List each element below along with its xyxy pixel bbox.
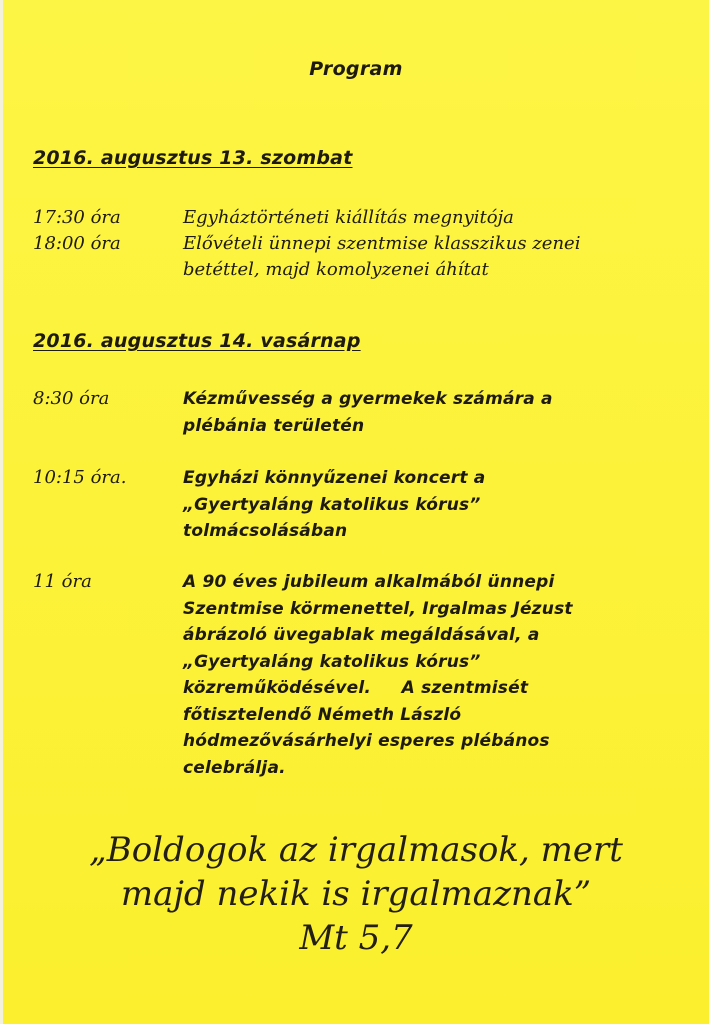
- event-description-line: közreműködésével. A szentmisét: [183, 678, 529, 698]
- event-description-line: „Gyertyaláng katolikus kórus”: [183, 651, 481, 672]
- event-description: [183, 569, 663, 781]
- event-time: 11 óra: [33, 571, 92, 592]
- event-description-line: A 90 éves jubileum alkalmából ünnepi: [183, 572, 555, 592]
- event-description-line: betéttel, majd komolyzenei áhítat: [183, 259, 489, 280]
- quote-line: „Boldogok az irgalmasok, mert: [89, 830, 623, 870]
- page-title: Program: [309, 58, 403, 80]
- event-description-line: Elővételi ünnepi szentmise klasszikus zenei: [183, 233, 581, 254]
- event-description-line: főtisztelendő Németh László: [183, 704, 462, 725]
- event-time: 8:30 óra: [33, 388, 110, 409]
- event-description-line: celebrálja.: [183, 757, 286, 778]
- event-description-line: tolmácsolásában: [183, 521, 348, 541]
- event-description-line: „Gyertyaláng katolikus kórus”: [183, 494, 481, 515]
- event-description-line: Kézművesség a gyermekek számára a: [183, 389, 553, 409]
- event-time: 10:15 óra.: [33, 467, 127, 488]
- event-description-line: plébánia területén: [183, 415, 365, 436]
- quote-line: majd nekik is irgalmaznak”: [120, 874, 592, 914]
- event-description: [183, 465, 663, 545]
- event-description-line: ábrázoló üvegablak megáldásával, a: [183, 625, 540, 645]
- event-description: [183, 231, 663, 283]
- day-heading-saturday: 2016. augusztus 13. szombat: [33, 147, 353, 169]
- bible-quote: [3, 828, 709, 960]
- event-description: [183, 205, 663, 231]
- event-description: [183, 386, 663, 439]
- event-description-line: Egyháztörténeti kiállítás megnyitója: [183, 207, 514, 228]
- event-description-line: Egyházi könnyűzenei koncert a: [183, 468, 486, 488]
- quote-reference: Mt 5,7: [299, 918, 413, 958]
- event-time: 17:30 óra: [33, 207, 121, 228]
- event-time: 18:00 óra: [33, 233, 121, 254]
- day-heading-sunday: 2016. augusztus 14. vasárnap: [33, 330, 361, 352]
- event-description-line: Szentmise körmenettel, Irgalmas Jézust: [183, 598, 573, 619]
- event-description-line: hódmezővásárhelyi esperes plébános: [183, 731, 550, 751]
